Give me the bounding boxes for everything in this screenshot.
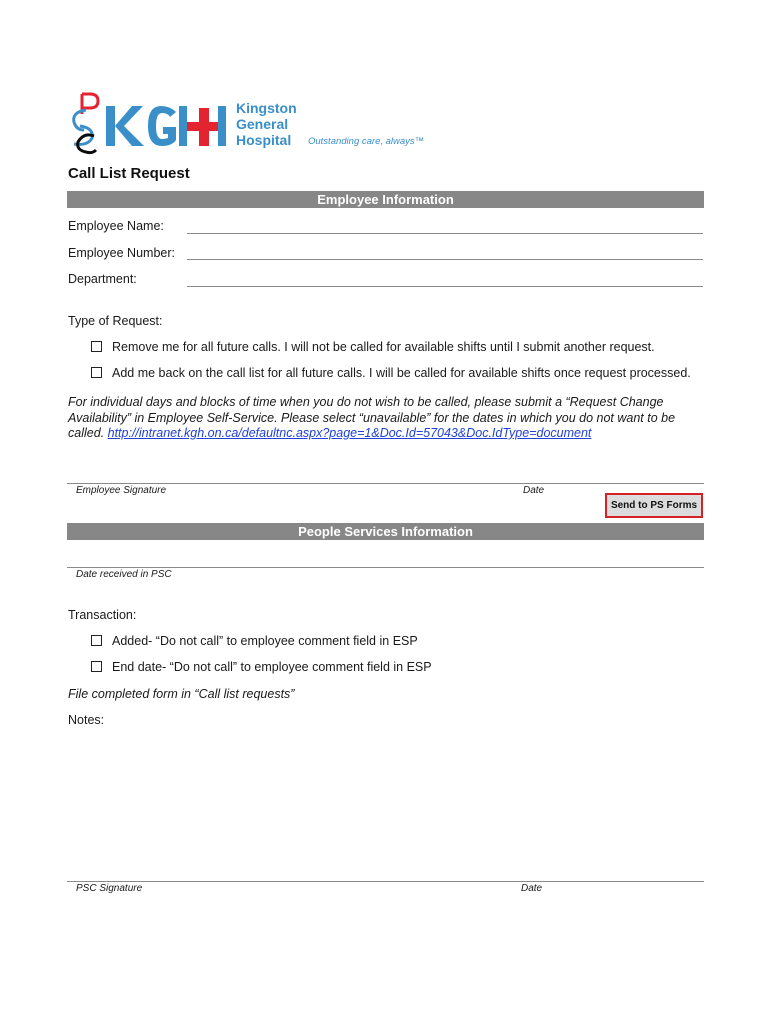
tagline: Outstanding care, always™ bbox=[308, 136, 425, 147]
notes-label: Notes: bbox=[68, 713, 105, 727]
date-received-label: Date received in PSC bbox=[76, 569, 172, 580]
remove-me-checkbox[interactable] bbox=[91, 341, 102, 352]
psc-signature-line[interactable] bbox=[67, 881, 704, 882]
org-name-line-2: General bbox=[236, 116, 289, 132]
transaction-label: Transaction: bbox=[68, 608, 137, 622]
employee-name-label: Employee Name: bbox=[68, 219, 164, 233]
added-do-not-call-checkbox[interactable] bbox=[91, 635, 102, 646]
employee-signature-line[interactable] bbox=[67, 483, 704, 484]
form-title: Call List Request bbox=[68, 165, 190, 182]
psc-date-label: Date bbox=[521, 883, 543, 894]
organization-name bbox=[236, 100, 297, 148]
employee-name-field[interactable] bbox=[187, 233, 703, 234]
psc-signature-label: PSC Signature bbox=[76, 883, 143, 894]
org-name-line-3: Hospital bbox=[236, 132, 292, 148]
added-do-not-call-label: Added- “Do not call” to employee comment field in ESP bbox=[112, 634, 418, 648]
end-date-do-not-call-checkbox[interactable] bbox=[91, 661, 102, 672]
remove-me-option-label: Remove me for all future calls. I will not be called for available shifts until I submit another request. bbox=[112, 340, 655, 354]
request-type-label: Type of Request: bbox=[68, 314, 163, 328]
employee-information-header: Employee Information bbox=[67, 191, 704, 208]
employee-number-field[interactable] bbox=[187, 259, 703, 260]
kgh-logo-mark bbox=[66, 92, 236, 156]
intranet-link[interactable]: http://intranet.kgh.on.ca/defaultnc.aspx?page=1&Doc.Id=57043&Doc.IdType=document bbox=[107, 426, 592, 440]
employee-number-label: Employee Number: bbox=[68, 246, 175, 260]
department-label: Department: bbox=[68, 272, 137, 286]
availability-note bbox=[68, 395, 698, 442]
people-services-header: People Services Information bbox=[67, 523, 704, 540]
add-me-back-checkbox[interactable] bbox=[91, 367, 102, 378]
date-received-line[interactable] bbox=[67, 567, 704, 568]
send-to-ps-forms-button[interactable]: Send to PS Forms bbox=[605, 493, 703, 518]
department-field[interactable] bbox=[187, 286, 703, 287]
employee-date-label: Date bbox=[523, 485, 545, 496]
add-me-back-option-label: Add me back on the call list for all future calls. I will be called for available shifts once request processed. bbox=[112, 366, 691, 380]
employee-signature-label: Employee Signature bbox=[76, 485, 167, 496]
org-name-line-1: Kingston bbox=[236, 100, 297, 116]
availability-note-text: For individual days and blocks of time when you do not wish to be called, please submit a “Request Change Availability” in Employee Self-Service. Please select “unavailable” for the dates in which you do not want to be called. bbox=[68, 395, 676, 440]
end-date-do-not-call-label: End date- “Do not call” to employee comment field in ESP bbox=[112, 660, 432, 674]
file-completed-note: File completed form in “Call list requests” bbox=[68, 687, 295, 701]
